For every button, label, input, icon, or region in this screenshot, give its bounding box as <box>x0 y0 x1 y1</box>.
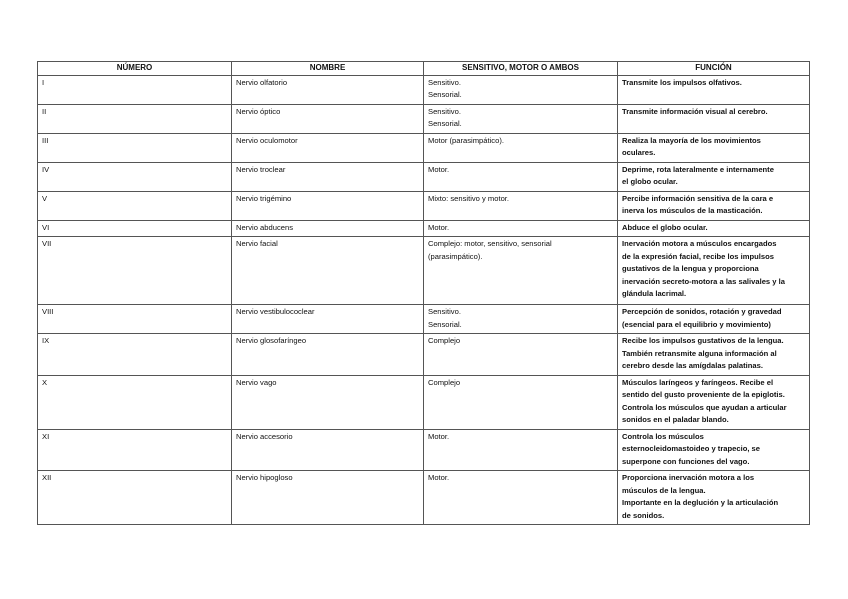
cell-tipo <box>424 104 618 133</box>
cell-tipo-line: Sensitivo. <box>428 77 461 87</box>
cell-numero: XII <box>38 471 232 525</box>
table-row <box>38 75 810 104</box>
cell-funcion <box>618 191 810 220</box>
cell-numero: VII <box>38 237 232 305</box>
cell-funcion <box>618 133 810 162</box>
cell-funcion-line: Importante en la deglución y la articulación <box>622 498 779 507</box>
cell-funcion <box>618 305 810 334</box>
cell-nombre: Nervio vago <box>232 375 424 429</box>
cell-funcion-line: de sonidos. <box>622 510 665 520</box>
cell-funcion-line: Proporciona inervación motora a los <box>622 473 755 482</box>
cell-funcion <box>618 471 810 525</box>
cell-tipo-line: Sensorial. <box>428 319 462 329</box>
cell-nombre: Nervio abducens <box>232 220 424 237</box>
cell-numero: V <box>38 191 232 220</box>
cell-tipo-line: Complejo <box>428 377 461 387</box>
cell-nombre: Nervio hipogloso <box>232 471 424 525</box>
cell-numero: IV <box>38 162 232 191</box>
header-nombre: NOMBRE <box>232 62 424 76</box>
cell-funcion-line: También retransmite alguna información al <box>622 348 777 358</box>
table-row <box>38 237 810 305</box>
cell-funcion-line: Abduce el globo ocular. <box>622 222 708 232</box>
table-body <box>38 75 810 525</box>
cell-numero: X <box>38 375 232 429</box>
cell-nombre: Nervio vestibulococlear <box>232 305 424 334</box>
cell-tipo-line: Complejo <box>428 336 461 345</box>
cell-numero: I <box>38 75 232 104</box>
cell-funcion-line: Deprime, rota lateralmente e internamente <box>622 164 774 174</box>
cell-tipo-line: Sensorial. <box>428 90 462 99</box>
table-row <box>38 305 810 334</box>
table-header-row <box>38 62 810 76</box>
cell-tipo-line: Sensitivo. <box>428 307 461 316</box>
cell-tipo <box>424 237 618 305</box>
cell-funcion-line: Percepción de sonidos, rotación y gravedad <box>622 307 782 316</box>
cell-nombre: Nervio óptico <box>232 104 424 133</box>
cell-tipo <box>424 220 618 237</box>
cell-funcion-line: Transmite información visual al cerebro. <box>622 106 768 116</box>
cell-nombre: Nervio accesorio <box>232 429 424 471</box>
table-row <box>38 334 810 376</box>
cell-nombre: Nervio troclear <box>232 162 424 191</box>
cell-funcion-line: oculares. <box>622 148 656 157</box>
table-row <box>38 220 810 237</box>
cell-funcion-line: Controla los músculos <box>622 431 704 441</box>
header-funcion: FUNCIÓN <box>618 62 810 76</box>
cranial-nerves-table <box>37 61 810 525</box>
cell-numero: II <box>38 104 232 133</box>
cell-funcion-line: de la expresión facial, recibe los impulsos <box>622 251 774 261</box>
cell-tipo-line: Mixto: sensitivo y motor. <box>428 193 510 203</box>
cell-tipo <box>424 305 618 334</box>
cell-funcion-line: esternocleidomastoideo y trapecio, se <box>622 444 761 453</box>
cell-funcion-line: (esencial para el equilibrio y movimiento) <box>622 319 771 329</box>
cell-funcion-line: inervación secreto-motora a las salivales y la <box>622 276 785 286</box>
cell-funcion <box>618 75 810 104</box>
cell-funcion <box>618 334 810 376</box>
cell-numero: III <box>38 133 232 162</box>
cell-tipo <box>424 133 618 162</box>
cell-nombre: Nervio glosofaríngeo <box>232 334 424 376</box>
cell-funcion-line: Transmite los impulsos olfativos. <box>622 77 742 87</box>
cell-funcion <box>618 104 810 133</box>
cell-tipo <box>424 375 618 429</box>
cell-tipo-line: Motor (parasimpático). <box>428 135 504 145</box>
table-row <box>38 191 810 220</box>
table-row <box>38 104 810 133</box>
cell-funcion <box>618 429 810 471</box>
cell-tipo <box>424 429 618 471</box>
cell-funcion <box>618 162 810 191</box>
cell-funcion-line: Controla los músculos que ayudan a articular <box>622 402 787 412</box>
cell-tipo-line: Motor. <box>428 473 450 482</box>
cell-funcion-line: Percibe información sensitiva de la cara e <box>622 193 774 203</box>
cell-tipo <box>424 191 618 220</box>
cell-funcion-line: el globo ocular. <box>622 177 678 186</box>
cell-funcion-line: superpone con funciones del vago. <box>622 456 750 466</box>
cell-funcion <box>618 220 810 237</box>
cell-funcion-line: sentido del gusto proveniente de la epiglotis. <box>622 390 785 399</box>
cell-numero: XI <box>38 429 232 471</box>
cell-nombre: Nervio olfatorio <box>232 75 424 104</box>
cell-nombre: Nervio trigémino <box>232 191 424 220</box>
header-numero: NÚMERO <box>38 62 232 76</box>
cell-funcion-line: gustativos de la lengua y proporciona <box>622 264 759 273</box>
cell-tipo-line: (parasimpático). <box>428 251 483 261</box>
header-tipo: SENSITIVO, MOTOR O AMBOS <box>424 62 618 76</box>
cell-funcion <box>618 375 810 429</box>
cell-funcion-line: Músculos laríngeos y faríngeos. Recibe el <box>622 377 774 387</box>
cell-tipo <box>424 334 618 376</box>
table-row <box>38 471 810 525</box>
cell-nombre: Nervio oculomotor <box>232 133 424 162</box>
cell-funcion-line: cerebro desde las amígdalas palatinas. <box>622 361 763 370</box>
cell-funcion-line: inerva los músculos de la masticación. <box>622 206 763 215</box>
cell-numero: VI <box>38 220 232 237</box>
cell-tipo <box>424 471 618 525</box>
table-row <box>38 133 810 162</box>
cell-tipo-line: Motor. <box>428 222 450 232</box>
table-row <box>38 429 810 471</box>
table-row <box>38 375 810 429</box>
cell-funcion-line: sonidos en el paladar blando. <box>622 415 729 424</box>
cell-numero: VIII <box>38 305 232 334</box>
cell-tipo <box>424 75 618 104</box>
cell-funcion-line: Realiza la mayoría de los movimientos <box>622 135 761 145</box>
cell-funcion <box>618 237 810 305</box>
cell-tipo-line: Motor. <box>428 431 450 441</box>
table-row <box>38 162 810 191</box>
cell-tipo-line: Sensitivo. <box>428 106 461 116</box>
cell-tipo-line: Motor. <box>428 164 450 174</box>
cell-funcion-line: Inervación motora a músculos encargados <box>622 239 777 248</box>
cell-funcion-line: Recibe los impulsos gustativos de la lengua. <box>622 336 784 345</box>
cell-numero: IX <box>38 334 232 376</box>
cell-nombre: Nervio facial <box>232 237 424 305</box>
cell-tipo-line: Complejo: motor, sensitivo, sensorial <box>428 239 552 248</box>
cell-tipo-line: Sensorial. <box>428 119 462 128</box>
cell-funcion-line: músculos de la lengua. <box>622 485 706 495</box>
cell-funcion-line: glándula lacrimal. <box>622 289 687 298</box>
cell-tipo <box>424 162 618 191</box>
